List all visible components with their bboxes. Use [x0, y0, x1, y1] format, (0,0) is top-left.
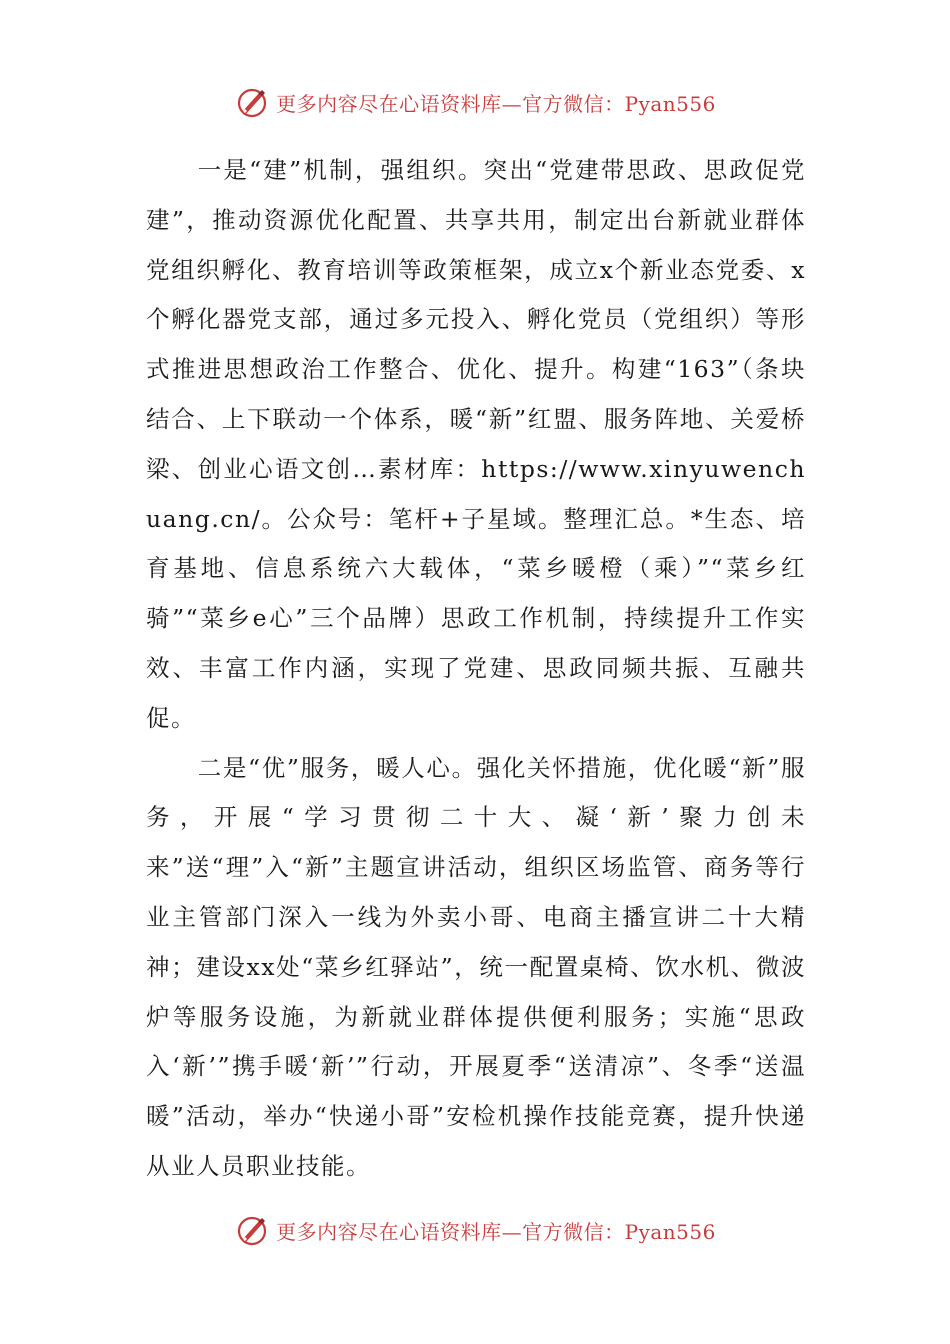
header-banner — [0, 80, 950, 124]
pen-logo-icon — [234, 84, 270, 120]
footer-banner-text: 更多内容尽在心语资料库—官方微信：Pyan556 — [276, 1219, 716, 1244]
header-banner-text: 更多内容尽在心语资料库—官方微信：Pyan556 — [276, 91, 716, 116]
paragraph-2: 二是“优”服务，暖人心。强化关怀措施，优化暖“新”服务，开展“学习贯彻二十大、凝‘新’聚力创未来”送“理”入“新”主题宣讲活动，组织区场监管、商务等行业主管部门深入一线为外卖小哥、电商主播宣讲二十大精神；建设xx处“菜乡红驿站”，统一配置桌椅、饮水机、微波炉等服务设施，为新就业群体提供便利服务；实施“思政入‘新’”携手暖‘新’”行动，开展夏季“送清凉”、冬季“送温暖”活动，举办“快递小哥”安检机操作技能竞赛，提升快递从业人员职业技能。 — [146, 753, 806, 1180]
pen-logo-icon — [234, 1212, 270, 1248]
document-body — [146, 146, 806, 1192]
footer-banner — [0, 1208, 950, 1252]
paragraph-1: 一是“建”机制，强组织。突出“党建带思政、思政促党建”，推动资源优化配置、共享共用，制定出台新就业群体党组织孵化、教育培训等政策框架，成立x个新业态党委、x个孵化器党支部，通过多元投入、孵化党员（党组织）等形式推进思想政治工作整合、优化、提升。构建“163”（条块结合、上下联动一个体系，暖“新”红盟、服务阵地、关爱桥梁、创业心语文创…素材库：https://www.xinyuwenchuang.cn/。公众号：笔杆+子星域。整理汇总。*生态、培育基地、信息系统六大载体，“菜乡暖橙（乘）”“菜乡红骑”“菜乡e心”三个品牌）思政工作机制，持续提升工作实效、丰富工作内涵，实现了党建、思政同频共振、互融共促。 — [146, 156, 806, 732]
